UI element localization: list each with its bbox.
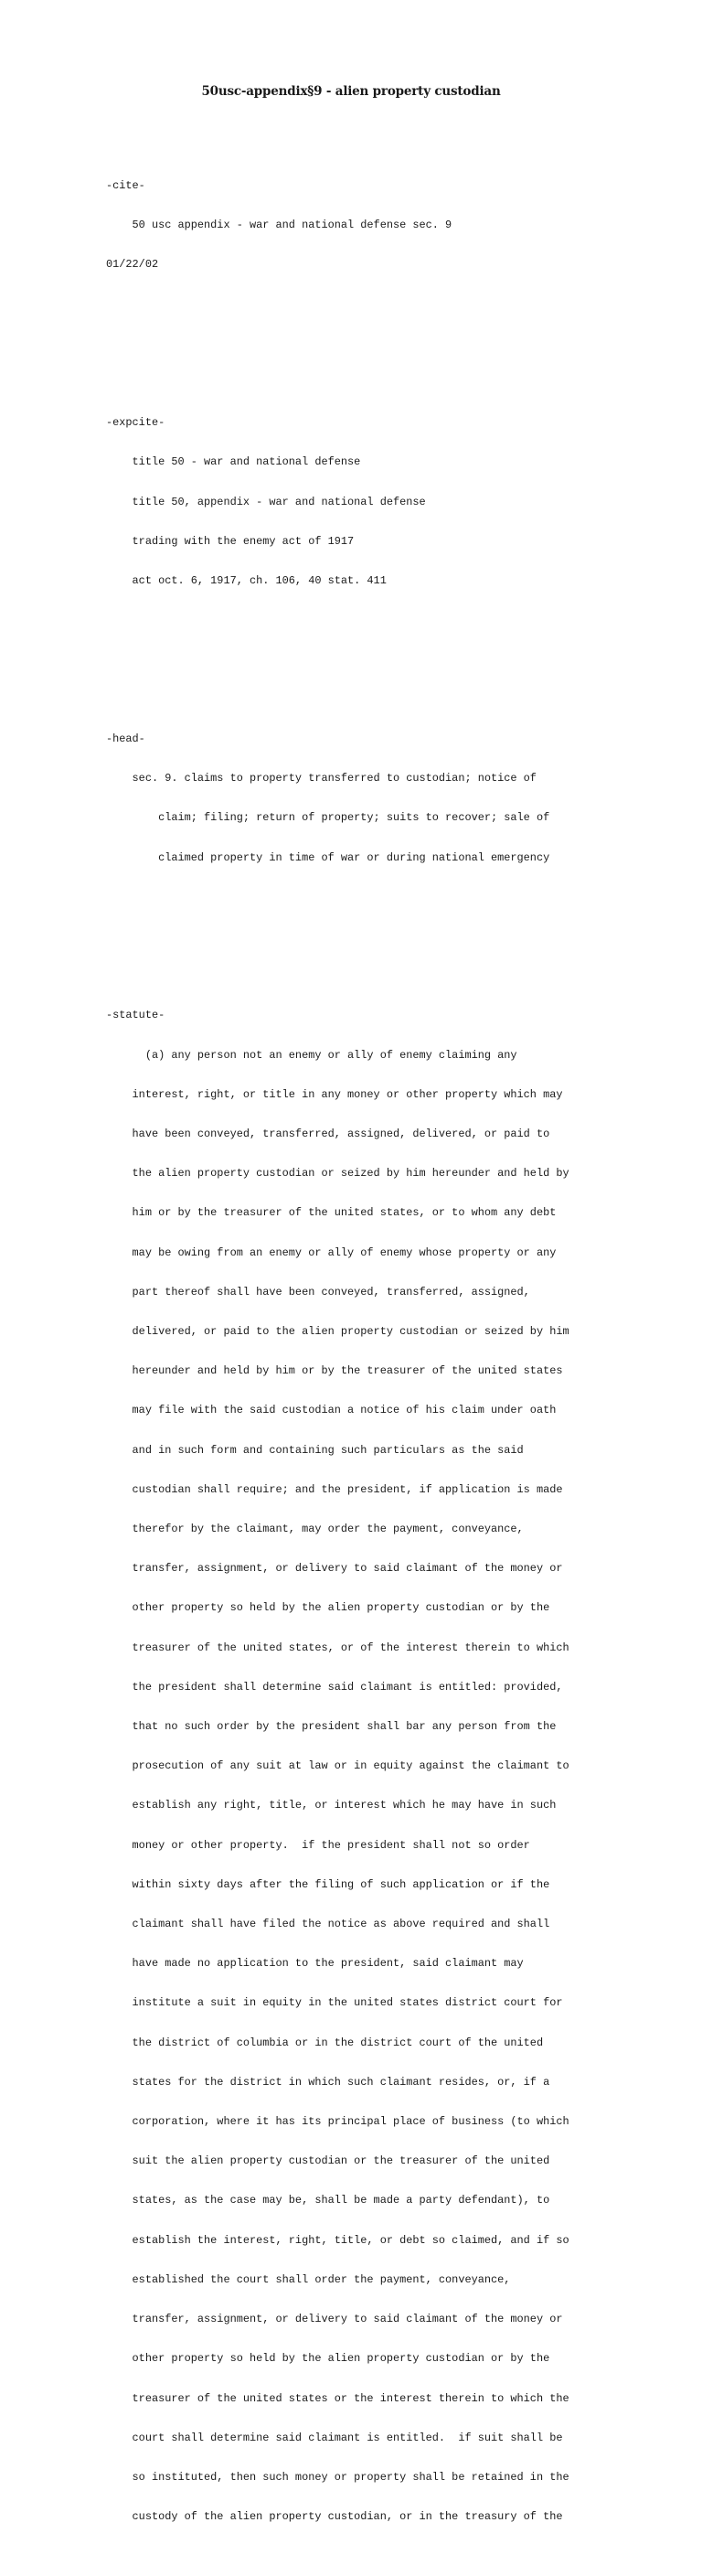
statute-line: (a) any person not an enemy or ally of enemy claiming any [106,1048,517,1062]
statute-line: and in such form and containing such particulars as the said [106,1443,524,1457]
statute-line: court shall determine said claimant is entitled. if suit shall be [106,2431,563,2444]
statute-line: may be owing from an enemy or ally of enemy whose property or any [106,1245,557,1259]
statute-line: interest, right, or title in any money or other property which may [106,1087,563,1101]
expcite-line: title 50 - war and national defense [106,455,361,469]
statute-line: delivered, or paid to the alien property custodian or seized by him [106,1325,569,1339]
head-line: sec. 9. claims to property transferred to custodian; notice of [106,772,537,786]
spacer [106,917,691,930]
statute-line: the president shall determine said claimant is entitled: provided, [106,1680,563,1694]
statute-line: so instituted, then such money or property shall be retained in the [106,2470,569,2484]
statute-line: transfer, assignment, or delivery to said claimant of the money or [106,1562,563,1576]
expcite-line: act oct. 6, 1917, ch. 106, 40 stat. 411 [106,574,387,588]
section-label-statute: -statute- [106,1009,165,1022]
spacer [106,640,691,653]
section-label-cite: -cite- [106,179,145,193]
statute-line: institute a suit in equity in the united states district court for [106,1996,563,2010]
statute-line: therefor by the claimant, may order the payment, conveyance, [106,1523,524,1536]
statute-line: other property so held by the alien property custodian or by the [106,1601,550,1615]
statute-line: established the court shall order the payment, conveyance, [106,2272,511,2286]
section-head [106,706,691,891]
statute-line: have been conveyed, transferred, assigned, delivered, or paid to [106,1128,550,1140]
statute-line: establish the interest, right, title, or debt so claimed, and if so [106,2233,569,2247]
head-line: claimed property in time of war or during national emergency [106,850,550,864]
statute-line: part thereof shall have been conveyed, transferred, assigned, [106,1285,530,1299]
document-title: 50usc-appendix§9 - alien property custodian [201,84,501,99]
statute-line: states, as the case may be, shall be made a party defendant), to [106,2194,550,2207]
statute-line: money or other property. if the president shall not so order [106,1838,530,1852]
statute-line: have made no application to the president, said claimant may [106,1957,524,1971]
document-body [106,113,691,2576]
section-label-head: -head- [106,732,145,745]
statute-line: custody of the alien property custodian, or in the treasury of the [106,2510,563,2524]
expcite-line: trading with the enemy act of 1917 [106,534,355,548]
statute-line: hereunder and held by him or by the treasurer of the united states [106,1364,563,1378]
statute-line: the district of columbia or in the district court of the united [106,2036,544,2049]
section-statute [106,983,691,2550]
statute-line: within sixty days after the filing of such application or if the [106,1877,550,1891]
spacer [106,324,691,337]
section-label-expcite: -expcite- [106,416,165,430]
statute-line: may file with the said custodian a notice of his claim under oath [106,1404,557,1417]
statute-line: suit the alien property custodian or the treasurer of the united [106,2154,550,2168]
section-expcite [106,390,691,614]
cite-line: 50 usc appendix - war and national defense sec. 9 [106,219,452,232]
head-line: claim; filing; return of property; suits to recover; sale of [106,811,550,825]
statute-line: treasurer of the united states or the interest therein to which the [106,2391,569,2405]
statute-line: establish any right, title, or interest which he may have in such [106,1799,557,1812]
statute-line: that no such order by the president shall bar any person from the [106,1720,557,1734]
cite-date: 01/22/02 [106,258,159,272]
statute-line: transfer, assignment, or delivery to said claimant of the money or [106,2313,563,2326]
statute-line: treasurer of the united states, or of the interest therein to which [106,1641,569,1654]
section-cite [106,153,691,297]
statute-line: him or by the treasurer of the united states, or to whom any debt [106,1206,557,1220]
statute-line: prosecution of any suit at law or in equity against the claimant to [106,1759,569,1773]
statute-line: other property so held by the alien property custodian or by the [106,2352,550,2366]
statute-line: corporation, where it has its principal place of business (to which [106,2115,569,2129]
expcite-line: title 50, appendix - war and national defense [106,495,426,508]
statute-line: claimant shall have filed the notice as above required and shall [106,1918,550,1931]
statute-line: custodian shall require; and the president, if application is made [106,1482,563,1496]
statute-line: the alien property custodian or seized by him hereunder and held by [106,1167,569,1181]
statute-line: states for the district in which such claimant resides, or, if a [106,2075,550,2089]
